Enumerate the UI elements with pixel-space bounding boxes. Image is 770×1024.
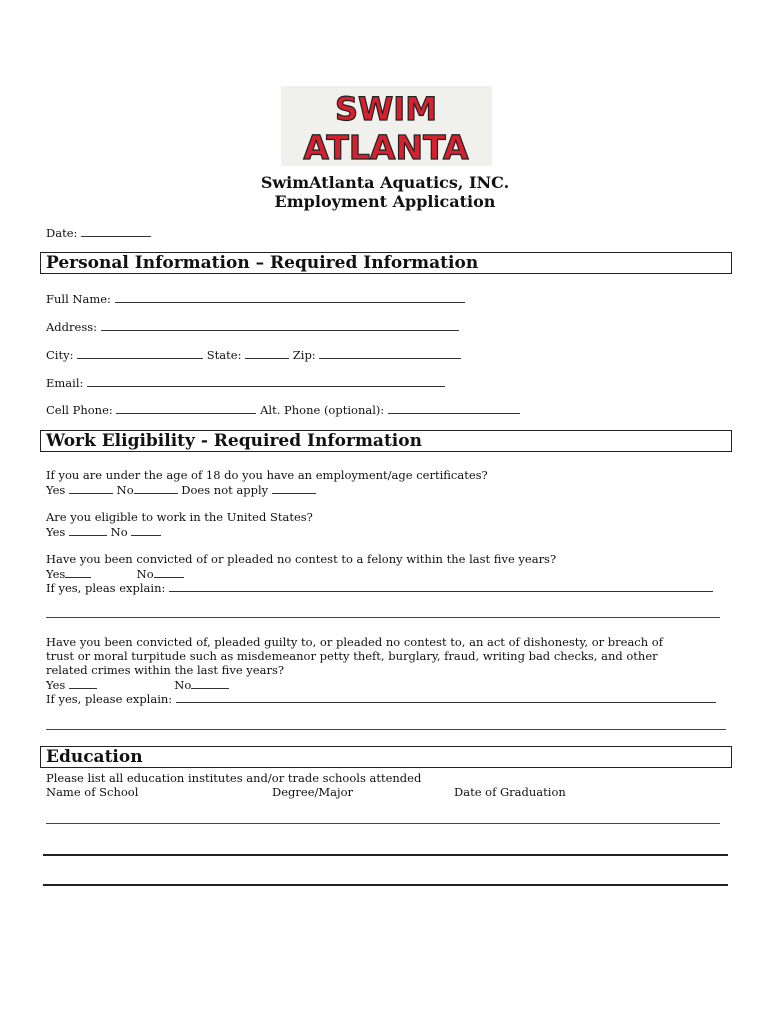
- zip-label: Zip:: [292, 348, 316, 362]
- q1-yes-line[interactable]: [69, 482, 113, 494]
- felony-explain-field[interactable]: [46, 580, 713, 595]
- cell-phone-line[interactable]: [116, 402, 256, 414]
- address-line[interactable]: [101, 319, 459, 331]
- full-name-line[interactable]: [115, 291, 465, 303]
- q4-no-line[interactable]: [191, 677, 229, 689]
- email-line[interactable]: [87, 375, 445, 387]
- q3-yes-line[interactable]: [65, 566, 91, 578]
- date-field[interactable]: [46, 225, 151, 240]
- personal-info-header: [40, 252, 732, 274]
- q4-yes-line[interactable]: [69, 677, 97, 689]
- city-label: City:: [46, 348, 74, 362]
- swim-atlanta-logo: [281, 86, 492, 166]
- q1-no-line[interactable]: [134, 482, 178, 494]
- alt-phone-label: Alt. Phone (optional):: [260, 403, 385, 417]
- state-line[interactable]: [245, 347, 289, 359]
- q3-no-line[interactable]: [154, 566, 184, 578]
- education-header: [40, 746, 732, 768]
- col-graduation-header: Date of Graduation: [454, 785, 566, 799]
- col-school-header: Name of School: [46, 785, 139, 799]
- phone-row: [46, 402, 520, 417]
- address-field[interactable]: [46, 319, 459, 334]
- age-certificate-answers: [46, 482, 316, 497]
- email-label: Email:: [46, 376, 84, 390]
- q1-yes-label: Yes: [46, 483, 66, 497]
- q3-no-label: No: [136, 567, 154, 581]
- dishonesty-question-line-1: Have you been convicted of, pleaded guilty to, or pleaded no contest to, an act of dishonesty, or breach of: [46, 635, 663, 649]
- felony-question: Have you been convicted of or pleaded no contest to a felony within the last five years?: [46, 552, 557, 566]
- q2-no-line[interactable]: [131, 524, 161, 536]
- logo-line-2: ATLANTA: [303, 128, 469, 166]
- dishonesty-explain-line[interactable]: [176, 691, 716, 703]
- col-degree-header: Degree/Major: [272, 785, 353, 799]
- q1-no-label: No: [116, 483, 134, 497]
- form-title: Employment Application: [274, 192, 496, 211]
- education-instructions: Please list all education institutes and/or trade schools attended: [46, 771, 422, 785]
- q1-na-line[interactable]: [272, 482, 316, 494]
- felony-explain-line[interactable]: [169, 580, 713, 592]
- dishonesty-explain-field[interactable]: [46, 691, 716, 706]
- q3-yes-label: Yes: [46, 567, 66, 581]
- q1-na-label: Does not apply: [181, 483, 269, 497]
- age-certificate-question: If you are under the age of 18 do you have an employment/age certificates?: [46, 468, 488, 482]
- education-title: Education: [46, 747, 143, 767]
- q4-no-label: No: [174, 678, 192, 692]
- dishonesty-explain-extra-line[interactable]: [46, 729, 726, 730]
- dishonesty-question-line-2: trust or moral turpitude such as misdemeanor petty theft, burglary, fraud, writing bad checks, and other: [46, 649, 658, 663]
- email-field[interactable]: [46, 375, 445, 390]
- date-line[interactable]: [81, 225, 151, 237]
- q2-yes-label: Yes: [46, 525, 66, 539]
- state-label: State:: [206, 348, 242, 362]
- cell-phone-label: Cell Phone:: [46, 403, 113, 417]
- work-eligible-question: Are you eligible to work in the United States?: [46, 510, 313, 524]
- personal-info-title: Personal Information – Required Information: [46, 253, 479, 273]
- full-name-label: Full Name:: [46, 292, 111, 306]
- dishonesty-explain-label: If yes, please explain:: [46, 692, 173, 706]
- education-row-line-2[interactable]: [43, 854, 728, 856]
- address-label: Address:: [46, 320, 98, 334]
- felony-explain-extra-line[interactable]: [46, 617, 720, 618]
- full-name-field[interactable]: [46, 291, 465, 306]
- work-eligibility-title: Work Eligibility - Required Information: [46, 431, 422, 451]
- dishonesty-answers: [46, 677, 229, 692]
- logo-line-1: SWIM: [334, 90, 438, 128]
- city-state-zip-row: [46, 347, 461, 362]
- date-label: Date:: [46, 226, 78, 240]
- dishonesty-question-line-3: related crimes within the last five years?: [46, 663, 285, 677]
- q4-yes-label: Yes: [46, 678, 66, 692]
- felony-explain-label: If yes, pleas explain:: [46, 581, 166, 595]
- felony-answers: [46, 566, 184, 581]
- education-row-line-3[interactable]: [43, 884, 728, 886]
- city-line[interactable]: [77, 347, 203, 359]
- company-name: SwimAtlanta Aquatics, INC.: [260, 173, 510, 192]
- education-row-line-1[interactable]: [46, 823, 720, 824]
- q2-no-label: No: [110, 525, 128, 539]
- q2-yes-line[interactable]: [69, 524, 107, 536]
- work-eligible-answers: [46, 524, 161, 539]
- work-eligibility-header: [40, 430, 732, 452]
- alt-phone-line[interactable]: [388, 402, 520, 414]
- logo-graphic: [281, 86, 492, 166]
- zip-line[interactable]: [319, 347, 461, 359]
